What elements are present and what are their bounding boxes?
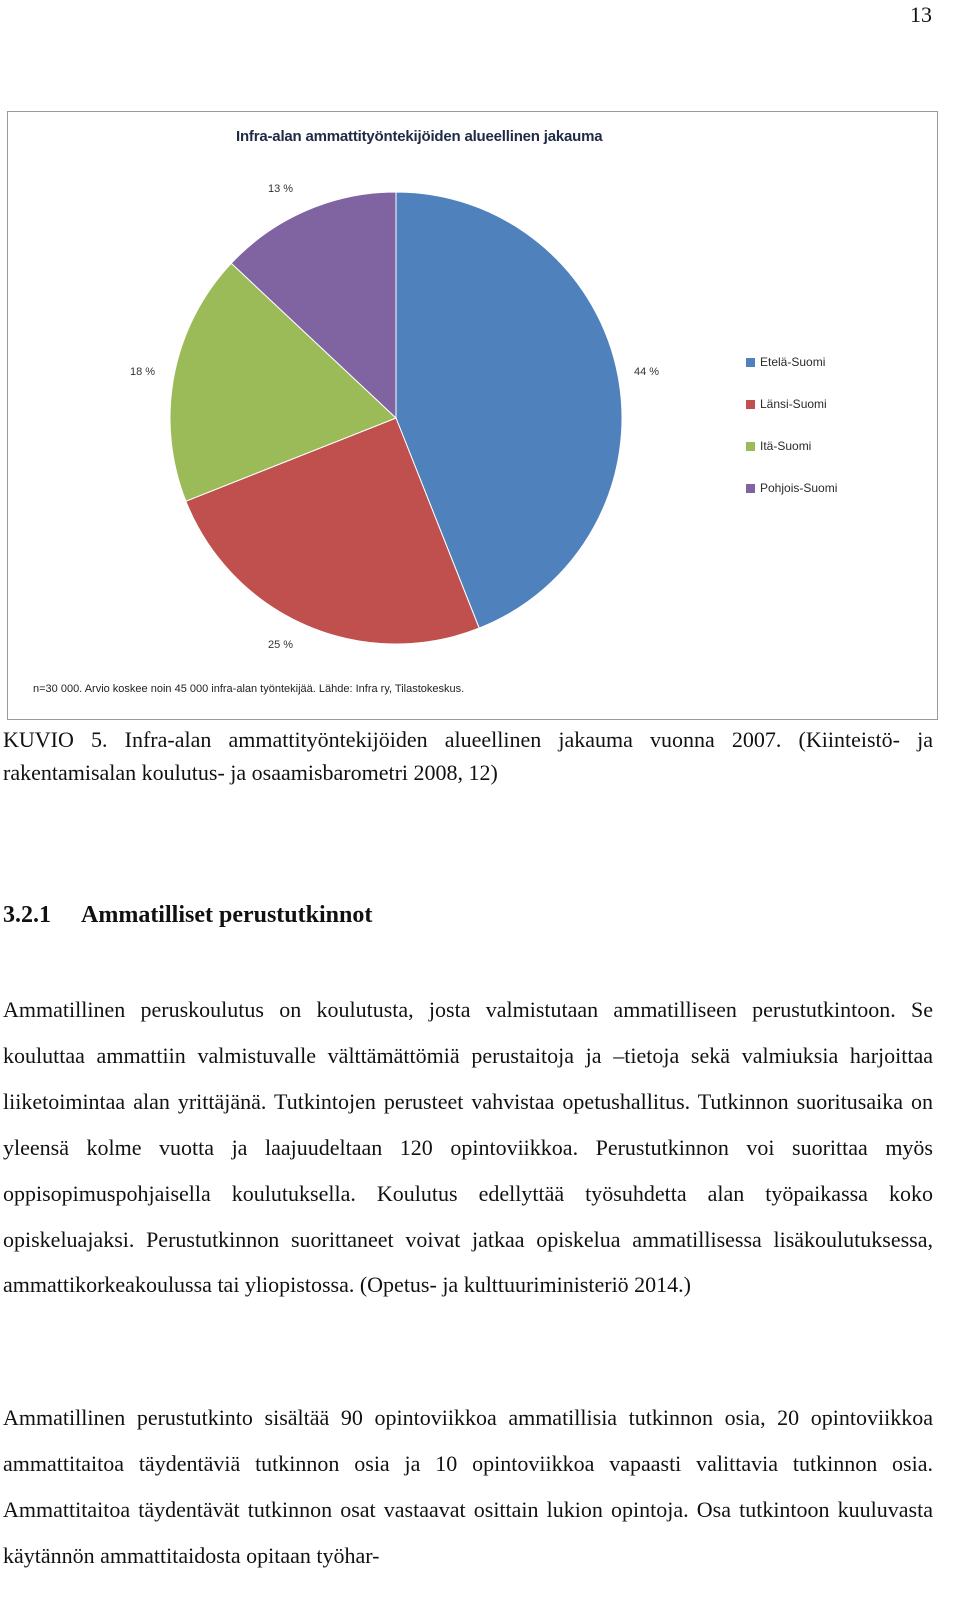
chart-title: Infra-alan ammattityöntekijöiden alueellinen jakauma [236,128,603,145]
slice-label-etela-suomi: 44 % [634,366,660,378]
legend-label: Länsi-Suomi [760,397,827,411]
legend-label: Itä-Suomi [760,439,812,453]
body-paragraph: Ammatillinen perustutkinto sisältää 90 opintoviikkoa ammatillisia tutkinnon osia, 20 opintoviikkoa ammattitaitoa täydentäviä tutkinnon osia ja 10 opintoviikkoa vapaasti valittavia tutkinnon osia. Ammattitaitoa täydentävät tutkinnon osat vastaavat osittain lukion opintoja. Osa tutkintoon kuuluvasta käytännön ammattitaidosta opitaan työhar- [3,1405,933,1568]
chart-legend [746,341,837,509]
legend-item [746,467,837,509]
legend-swatch [746,400,755,409]
legend-swatch [746,358,755,367]
section-title: Ammatilliset perustutkinnot [81,902,373,928]
legend-swatch [746,442,755,451]
body-paragraph: Ammatillinen peruskoulutus on koulutusta, josta valmistutaan ammatilliseen perustutkintoon. Se kouluttaa ammattiin valmistuvalle välttämättömiä perustaitoja ja –tietoja sekä valmiuksia harjoittaa liiketoimintaa alan yrittäjänä. Tutkintojen perusteet vahvistaa opetushallitus. Tutkinnon suoritusaika on yleensä kolme vuotta ja laajuudeltaan 120 opintoviikkoa. Perustutkinnon voi suorittaa myös oppisopimuspohjaisella koulutuksella. Koulutus edellyttää työsuhdetta alan työpaikassa koko opiskeluajaksi. Perustutkinnon suorittaneet voivat jatkaa opiskelua ammatillisessa lisäkoulutuksessa, ammattikorkeakoulussa tai yliopistossa. (Opetus- ja kulttuuriministeriö 2014.) [3,997,933,1298]
slice-label-lansi-suomi: 25 % [268,639,294,651]
legend-item [746,425,837,467]
slice-label-pohjois-suomi: 13 % [268,183,294,195]
section-heading [3,902,372,929]
legend-swatch [746,484,755,493]
page-number: 13 [910,2,932,27]
slice-label-ita-suomi: 18 % [130,366,156,378]
legend-item [746,341,837,383]
legend-label: Pohjois-Suomi [760,481,838,495]
chart-source-note: n=30 000. Arvio koskee noin 45 000 infra-alan työntekijää. Lähde: Infra ry, Tilastokeskus. [33,683,465,695]
legend-label: Etelä-Suomi [760,355,826,369]
section-number: 3.2.1 [3,902,51,928]
legend-item [746,383,837,425]
figure-caption: KUVIO 5. Infra-alan ammattityöntekijöiden alueellinen jakauma vuonna 2007. (Kiinteistö- ja rakentamisalan koulutus- ja osaamisbarometri 2008, 12) [3,727,933,785]
